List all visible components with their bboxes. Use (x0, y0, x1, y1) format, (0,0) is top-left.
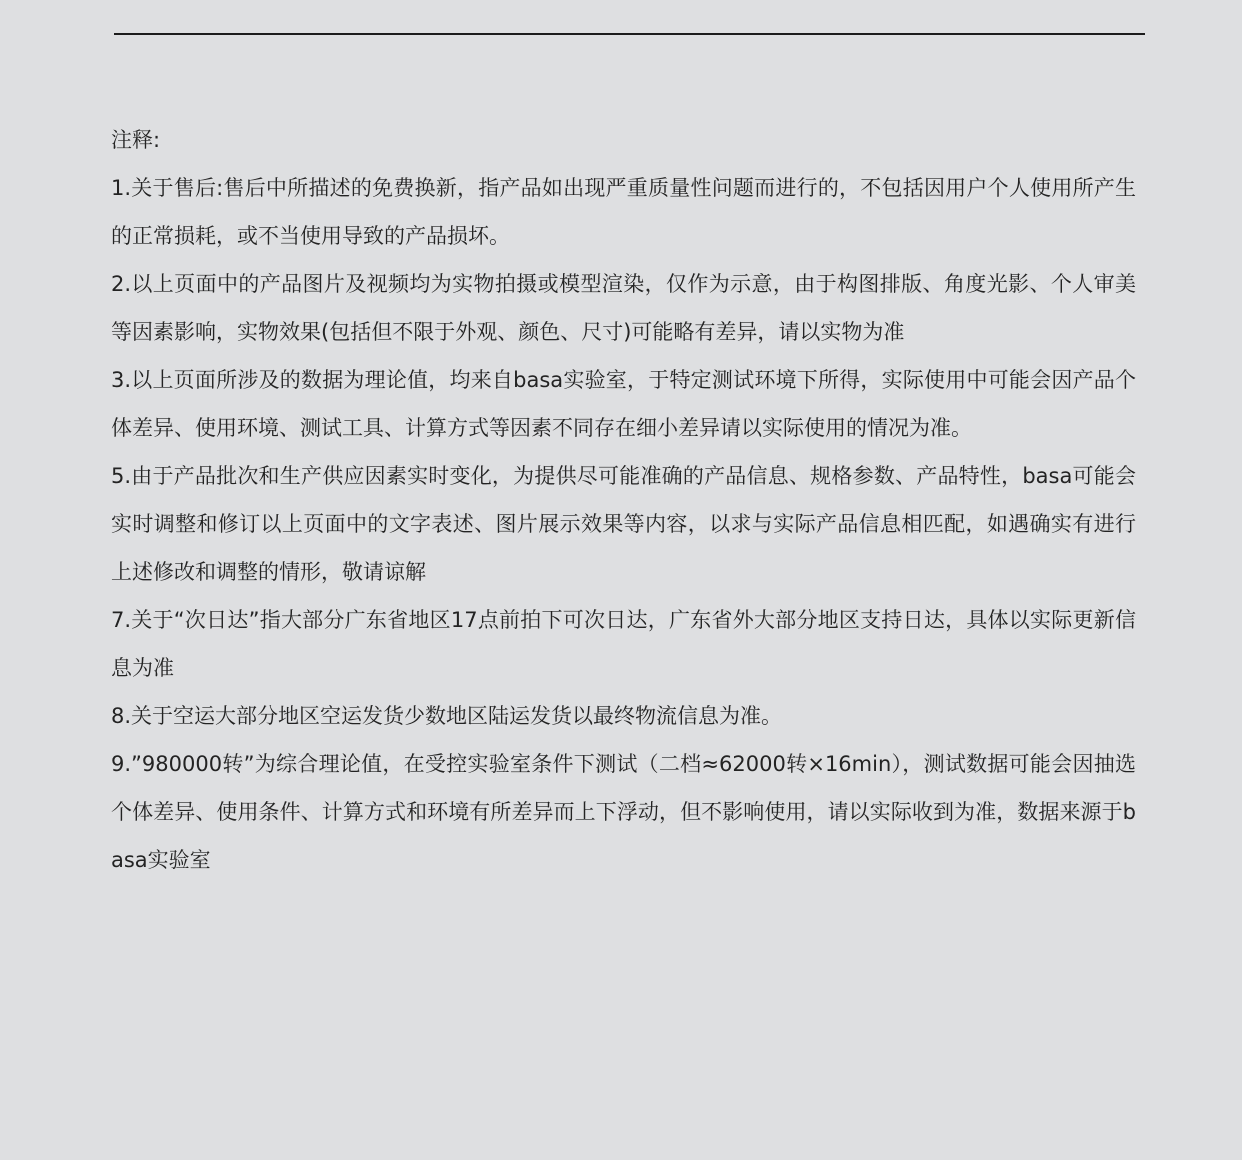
notes-section (111, 116, 1136, 884)
note-item-next-day-delivery: 7.关于“次日达”指大部分广东省地区17点前拍下可次日达，广东省外大部分地区支持日达，具体以实际更新信息为准 (111, 608, 1136, 680)
note-item-after-sales: 1.关于售后:售后中所描述的免费换新，指产品如出现严重质量性问题而进行的，不包括因用户个人使用所产生的正常损耗，或不当使用导致的产品损坏。 (111, 176, 1136, 248)
top-divider (114, 33, 1145, 35)
note-item-data-disclaimer: 3.以上页面所涉及的数据为理论值，均来自basa实验室，于特定测试环境下所得，实际使用中可能会因产品个体差异、使用环境、测试工具、计算方式等因素不同存在细小差异请以实际使用的情况为准。 (111, 368, 1136, 440)
note-item-images-disclaimer: 2.以上页面中的产品图片及视频均为实物拍摄或模型渲染，仅作为示意，由于构图排版、角度光影、个人审美等因素影响，实物效果(包括但不限于外观、颜色、尺寸)可能略有差异，请以实物为准 (111, 272, 1136, 344)
note-item-rpm-claim: 9.”980000转”为综合理论值，在受控实验室条件下测试（二档≈62000转×16min），测试数据可能会因抽选个体差异、使用条件、计算方式和环境有所差异而上下浮动，但不影响使用，请以实际收到为准，数据来源于basa实验室 (111, 752, 1136, 872)
note-item-content-updates: 5.由于产品批次和生产供应因素实时变化，为提供尽可能准确的产品信息、规格参数、产品特性，basa可能会实时调整和修订以上页面中的文字表述、图片展示效果等内容，以求与实际产品信息相匹配，如遇确实有进行上述修改和调整的情形，敬请谅解 (111, 464, 1136, 584)
note-item-shipping-method: 8.关于空运大部分地区空运发货少数地区陆运发货以最终物流信息为准。 (111, 704, 783, 728)
notes-heading: 注释: (111, 128, 161, 152)
